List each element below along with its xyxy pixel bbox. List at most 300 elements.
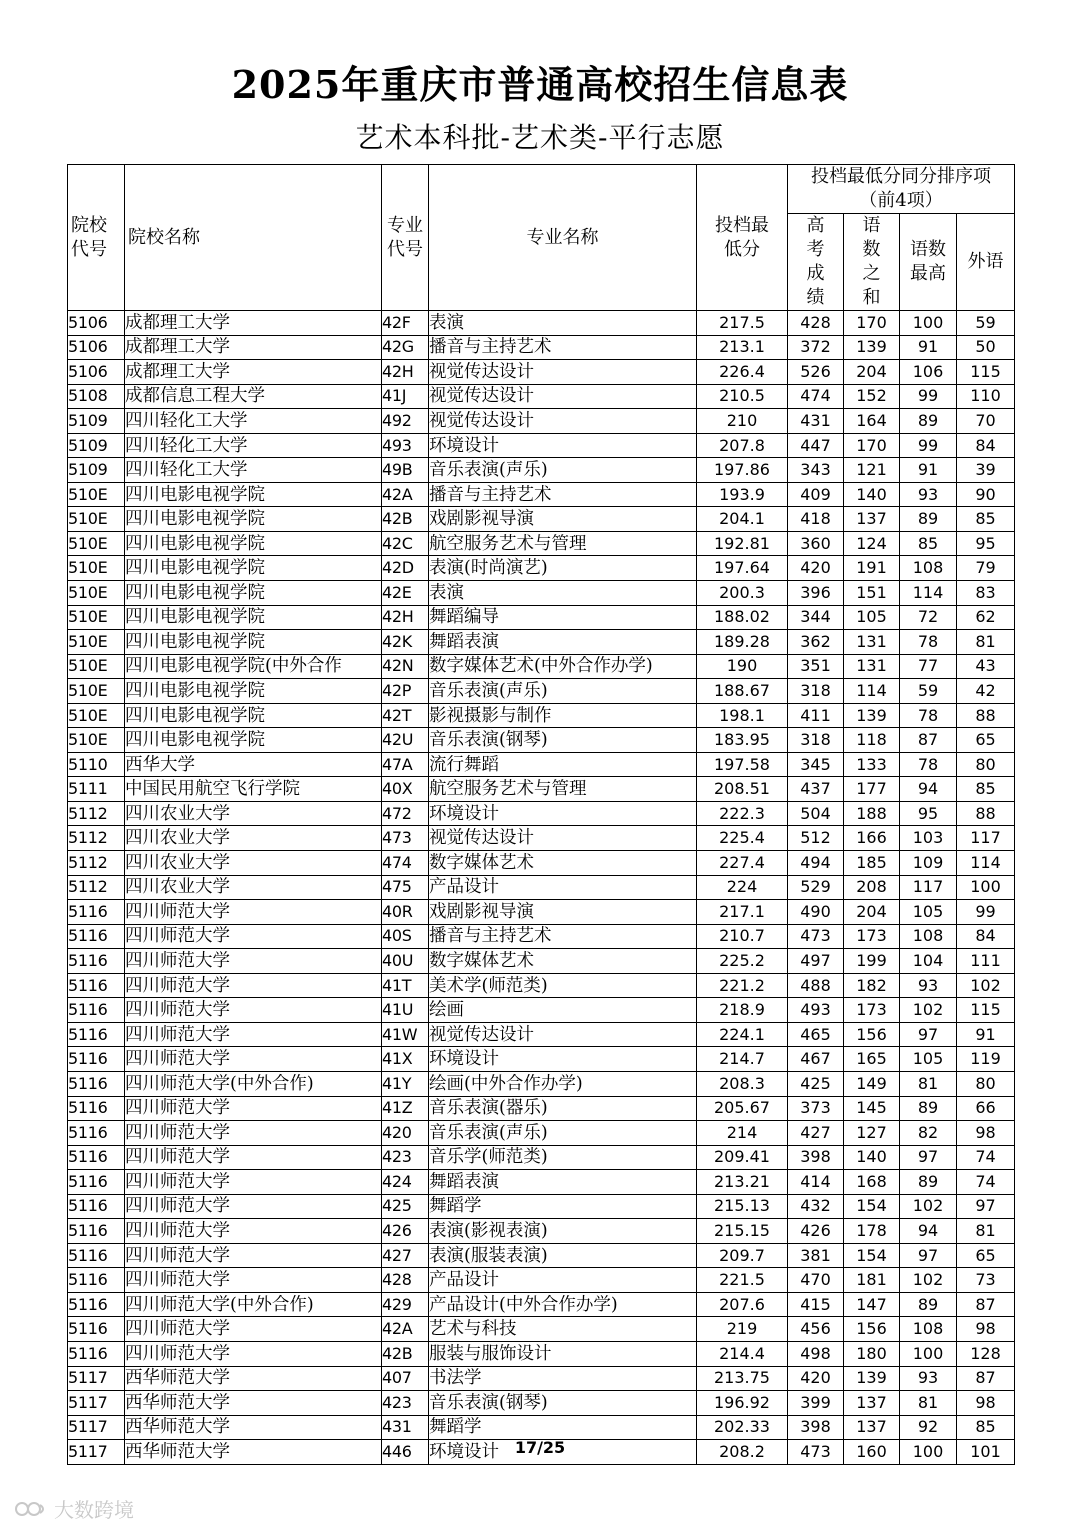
- major-code-cell: 42A: [382, 1317, 429, 1342]
- gaokao-score-cell: 344: [788, 605, 844, 630]
- table-row: [68, 1391, 1015, 1416]
- chn-math-max-cell: 59: [900, 679, 957, 704]
- school-code-cell: 5112: [68, 875, 125, 900]
- school-name-cell: 四川电影电视学院: [125, 531, 382, 556]
- foreign-lang-cell: 65: [957, 728, 1015, 753]
- min-score-cell: 213.1: [697, 335, 788, 360]
- gaokao-score-cell: 467: [788, 1047, 844, 1072]
- major-code-cell: 472: [382, 801, 429, 826]
- school-code-cell: 5116: [68, 1219, 125, 1244]
- table-row: [68, 1047, 1015, 1072]
- school-code-cell: 5116: [68, 1341, 125, 1366]
- chn-math-sum-cell: 173: [844, 924, 900, 949]
- chn-math-sum-cell: 114: [844, 679, 900, 704]
- school-code-cell: 5112: [68, 801, 125, 826]
- chn-math-sum-cell: 137: [844, 1391, 900, 1416]
- foreign-lang-cell: 98: [957, 1317, 1015, 1342]
- school-name-cell: 成都信息工程大学: [125, 384, 382, 409]
- major-code-cell: 475: [382, 875, 429, 900]
- major-name-cell: 音乐表演(声乐): [429, 679, 697, 704]
- school-code-cell: 5116: [68, 1194, 125, 1219]
- chn-math-sum-cell: 170: [844, 311, 900, 336]
- major-code-cell: 427: [382, 1243, 429, 1268]
- chn-math-max-cell: 93: [900, 482, 957, 507]
- chn-math-sum-cell: 131: [844, 654, 900, 679]
- table-row: [68, 1219, 1015, 1244]
- min-score-cell: 215.13: [697, 1194, 788, 1219]
- foreign-lang-cell: 88: [957, 703, 1015, 728]
- chn-math-max-cell: 85: [900, 531, 957, 556]
- major-name-cell: 表演(影视表演): [429, 1219, 697, 1244]
- gaokao-score-cell: 318: [788, 728, 844, 753]
- major-code-cell: 41J: [382, 384, 429, 409]
- min-score-cell: 224.1: [697, 1022, 788, 1047]
- major-code-cell: 40X: [382, 777, 429, 802]
- table-row: [68, 1243, 1015, 1268]
- chn-math-max-cell: 93: [900, 1366, 957, 1391]
- admission-table: [67, 164, 1015, 1465]
- chn-math-max-cell: 81: [900, 1391, 957, 1416]
- school-code-cell: 510E: [68, 679, 125, 704]
- school-name-cell: 四川农业大学: [125, 801, 382, 826]
- major-code-cell: 42B: [382, 1341, 429, 1366]
- min-score-cell: 210.7: [697, 924, 788, 949]
- chn-math-max-cell: 102: [900, 1268, 957, 1293]
- school-name-cell: 成都理工大学: [125, 311, 382, 336]
- gaokao-score-cell: 431: [788, 409, 844, 434]
- chn-math-max-cell: 108: [900, 1317, 957, 1342]
- school-code-cell: 5106: [68, 335, 125, 360]
- table-row: [68, 998, 1015, 1023]
- foreign-lang-cell: 97: [957, 1194, 1015, 1219]
- table-row: [68, 507, 1015, 532]
- major-code-cell: 42P: [382, 679, 429, 704]
- chn-math-max-cell: 92: [900, 1415, 957, 1440]
- chn-math-sum-cell: 204: [844, 900, 900, 925]
- school-name-cell: 四川师范大学: [125, 1317, 382, 1342]
- major-code-cell: 42F: [382, 311, 429, 336]
- min-score-cell: 202.33: [697, 1415, 788, 1440]
- major-name-cell: 书法学: [429, 1366, 697, 1391]
- school-name-cell: 成都理工大学: [125, 335, 382, 360]
- school-code-cell: 5109: [68, 458, 125, 483]
- table-row: [68, 335, 1015, 360]
- table-row: [68, 851, 1015, 876]
- table-row: [68, 654, 1015, 679]
- table-row: [68, 1096, 1015, 1121]
- min-score-cell: 205.67: [697, 1096, 788, 1121]
- gaokao-score-cell: 512: [788, 826, 844, 851]
- gaokao-score-cell: 428: [788, 311, 844, 336]
- chn-math-max-cell: 109: [900, 851, 957, 876]
- major-name-cell: 音乐表演(钢琴): [429, 728, 697, 753]
- table-row: [68, 924, 1015, 949]
- school-name-cell: 四川电影电视学院: [125, 630, 382, 655]
- chn-math-max-cell: 89: [900, 1170, 957, 1195]
- chn-math-max-cell: 99: [900, 384, 957, 409]
- foreign-lang-cell: 84: [957, 924, 1015, 949]
- min-score-cell: 204.1: [697, 507, 788, 532]
- table-row: [68, 1170, 1015, 1195]
- foreign-lang-cell: 87: [957, 1292, 1015, 1317]
- chn-math-sum-cell: 145: [844, 1096, 900, 1121]
- chn-math-max-cell: 78: [900, 703, 957, 728]
- chn-math-max-cell: 97: [900, 1243, 957, 1268]
- major-code-cell: 47A: [382, 752, 429, 777]
- school-code-cell: 510E: [68, 728, 125, 753]
- foreign-lang-cell: 128: [957, 1341, 1015, 1366]
- major-code-cell: 40R: [382, 900, 429, 925]
- school-name-cell: 四川师范大学(中外合作): [125, 1071, 382, 1096]
- school-name-cell: 西华师范大学: [125, 1440, 382, 1465]
- major-code-cell: 424: [382, 1170, 429, 1195]
- foreign-lang-cell: 87: [957, 1366, 1015, 1391]
- major-code-cell: 42G: [382, 335, 429, 360]
- school-code-cell: 5110: [68, 752, 125, 777]
- foreign-lang-cell: 95: [957, 531, 1015, 556]
- major-code-cell: 425: [382, 1194, 429, 1219]
- chn-math-sum-cell: 166: [844, 826, 900, 851]
- major-name-cell: 产品设计(中外合作办学): [429, 1292, 697, 1317]
- gaokao-score-cell: 396: [788, 581, 844, 606]
- major-name-cell: 视觉传达设计: [429, 384, 697, 409]
- school-code-cell: 5116: [68, 1145, 125, 1170]
- major-name-cell: 艺术与科技: [429, 1317, 697, 1342]
- gaokao-score-cell: 488: [788, 973, 844, 998]
- min-score-cell: 193.9: [697, 482, 788, 507]
- major-code-cell: 42A: [382, 482, 429, 507]
- gaokao-score-cell: 437: [788, 777, 844, 802]
- min-score-cell: 217.5: [697, 311, 788, 336]
- school-code-cell: 5116: [68, 1096, 125, 1121]
- chn-math-sum-cell: 137: [844, 507, 900, 532]
- school-code-cell: 5106: [68, 311, 125, 336]
- foreign-lang-cell: 83: [957, 581, 1015, 606]
- gaokao-score-cell: 318: [788, 679, 844, 704]
- school-name-cell: 四川师范大学: [125, 1047, 382, 1072]
- major-name-cell: 绘画: [429, 998, 697, 1023]
- header-school-name: 院校名称: [125, 165, 382, 311]
- major-name-cell: 音乐学(师范类): [429, 1145, 697, 1170]
- school-code-cell: 5116: [68, 1268, 125, 1293]
- major-name-cell: 环境设计: [429, 433, 697, 458]
- foreign-lang-cell: 99: [957, 900, 1015, 925]
- school-code-cell: 5112: [68, 851, 125, 876]
- major-code-cell: 431: [382, 1415, 429, 1440]
- chn-math-sum-cell: 152: [844, 384, 900, 409]
- major-name-cell: 数字媒体艺术: [429, 949, 697, 974]
- min-score-cell: 200.3: [697, 581, 788, 606]
- table-row: [68, 1145, 1015, 1170]
- major-code-cell: 407: [382, 1366, 429, 1391]
- gaokao-score-cell: 362: [788, 630, 844, 655]
- chn-math-max-cell: 89: [900, 1096, 957, 1121]
- table-row: [68, 801, 1015, 826]
- foreign-lang-cell: 98: [957, 1391, 1015, 1416]
- gaokao-score-cell: 529: [788, 875, 844, 900]
- chn-math-sum-cell: 151: [844, 581, 900, 606]
- major-name-cell: 音乐表演(声乐): [429, 1121, 697, 1146]
- school-name-cell: 四川师范大学(中外合作): [125, 1292, 382, 1317]
- major-name-cell: 产品设计: [429, 1268, 697, 1293]
- chn-math-sum-cell: 160: [844, 1440, 900, 1465]
- major-name-cell: 服装与服饰设计: [429, 1341, 697, 1366]
- chn-math-sum-cell: 149: [844, 1071, 900, 1096]
- school-name-cell: 四川师范大学: [125, 1194, 382, 1219]
- foreign-lang-cell: 110: [957, 384, 1015, 409]
- gaokao-score-cell: 381: [788, 1243, 844, 1268]
- table-row: [68, 973, 1015, 998]
- foreign-lang-cell: 90: [957, 482, 1015, 507]
- chn-math-sum-cell: 199: [844, 949, 900, 974]
- min-score-cell: 197.58: [697, 752, 788, 777]
- major-name-cell: 舞蹈编导: [429, 605, 697, 630]
- school-name-cell: 四川师范大学: [125, 998, 382, 1023]
- chn-math-max-cell: 72: [900, 605, 957, 630]
- foreign-lang-cell: 79: [957, 556, 1015, 581]
- major-code-cell: 42H: [382, 360, 429, 385]
- school-name-cell: 四川师范大学: [125, 900, 382, 925]
- major-code-cell: 40U: [382, 949, 429, 974]
- gaokao-score-cell: 456: [788, 1317, 844, 1342]
- min-score-cell: 209.41: [697, 1145, 788, 1170]
- school-name-cell: 四川轻化工大学: [125, 409, 382, 434]
- school-code-cell: 5116: [68, 1047, 125, 1072]
- chn-math-sum-cell: 181: [844, 1268, 900, 1293]
- chn-math-max-cell: 114: [900, 581, 957, 606]
- major-code-cell: 493: [382, 433, 429, 458]
- major-name-cell: 播音与主持艺术: [429, 924, 697, 949]
- school-name-cell: 四川电影电视学院: [125, 605, 382, 630]
- major-code-cell: 41U: [382, 998, 429, 1023]
- chn-math-max-cell: 105: [900, 900, 957, 925]
- table-row: [68, 777, 1015, 802]
- min-score-cell: 210.5: [697, 384, 788, 409]
- major-name-cell: 音乐表演(器乐): [429, 1096, 697, 1121]
- header-major-code: 专业代号: [382, 165, 429, 311]
- table-row: [68, 703, 1015, 728]
- table-row: [68, 1415, 1015, 1440]
- chn-math-max-cell: 89: [900, 409, 957, 434]
- major-name-cell: 环境设计: [429, 1047, 697, 1072]
- page-title: 2025年重庆市普通高校招生信息表: [231, 62, 849, 107]
- gaokao-score-cell: 474: [788, 384, 844, 409]
- chn-math-max-cell: 77: [900, 654, 957, 679]
- min-score-cell: 210: [697, 409, 788, 434]
- school-code-cell: 5117: [68, 1391, 125, 1416]
- header-tiebreak-group: 投档最低分同分排序项（前4项）: [788, 165, 1015, 214]
- school-name-cell: 四川电影电视学院: [125, 679, 382, 704]
- major-code-cell: 42K: [382, 630, 429, 655]
- major-code-cell: 420: [382, 1121, 429, 1146]
- school-name-cell: 成都理工大学: [125, 360, 382, 385]
- major-name-cell: 视觉传达设计: [429, 826, 697, 851]
- chn-math-sum-cell: 147: [844, 1292, 900, 1317]
- table-row: [68, 1071, 1015, 1096]
- table-row: [68, 1341, 1015, 1366]
- school-name-cell: 四川师范大学: [125, 1341, 382, 1366]
- chn-math-max-cell: 105: [900, 1047, 957, 1072]
- chn-math-max-cell: 108: [900, 924, 957, 949]
- school-code-cell: 510E: [68, 482, 125, 507]
- gaokao-score-cell: 465: [788, 1022, 844, 1047]
- school-code-cell: 5116: [68, 1170, 125, 1195]
- table-row: [68, 581, 1015, 606]
- chn-math-max-cell: 82: [900, 1121, 957, 1146]
- foreign-lang-cell: 74: [957, 1145, 1015, 1170]
- major-name-cell: 表演: [429, 581, 697, 606]
- gaokao-score-cell: 420: [788, 1366, 844, 1391]
- major-name-cell: 表演(时尚演艺): [429, 556, 697, 581]
- major-code-cell: 42N: [382, 654, 429, 679]
- major-code-cell: 428: [382, 1268, 429, 1293]
- major-name-cell: 绘画(中外合作办学): [429, 1071, 697, 1096]
- major-name-cell: 航空服务艺术与管理: [429, 777, 697, 802]
- major-name-cell: 表演: [429, 311, 697, 336]
- chn-math-max-cell: 106: [900, 360, 957, 385]
- min-score-cell: 222.3: [697, 801, 788, 826]
- watermark-text: 大数跨境: [54, 1498, 134, 1522]
- foreign-lang-cell: 115: [957, 360, 1015, 385]
- school-name-cell: 四川师范大学: [125, 1268, 382, 1293]
- table-row: [68, 360, 1015, 385]
- school-code-cell: 5116: [68, 1071, 125, 1096]
- school-code-cell: 5116: [68, 924, 125, 949]
- chn-math-max-cell: 100: [900, 1341, 957, 1366]
- min-score-cell: 190: [697, 654, 788, 679]
- min-score-cell: 219: [697, 1317, 788, 1342]
- foreign-lang-cell: 98: [957, 1121, 1015, 1146]
- school-code-cell: 5116: [68, 949, 125, 974]
- major-name-cell: 视觉传达设计: [429, 1022, 697, 1047]
- school-code-cell: 5116: [68, 1317, 125, 1342]
- chn-math-sum-cell: 139: [844, 703, 900, 728]
- major-code-cell: 42C: [382, 531, 429, 556]
- header-major-name: 专业名称: [429, 165, 697, 311]
- chn-math-max-cell: 91: [900, 458, 957, 483]
- min-score-cell: 225.4: [697, 826, 788, 851]
- major-name-cell: 产品设计: [429, 875, 697, 900]
- chn-math-sum-cell: 180: [844, 1341, 900, 1366]
- chn-math-sum-cell: 191: [844, 556, 900, 581]
- school-name-cell: 四川轻化工大学: [125, 433, 382, 458]
- chn-math-sum-cell: 164: [844, 409, 900, 434]
- chn-math-max-cell: 97: [900, 1145, 957, 1170]
- gaokao-score-cell: 432: [788, 1194, 844, 1219]
- watermark-logo-icon: [14, 1499, 48, 1519]
- chn-math-sum-cell: 170: [844, 433, 900, 458]
- foreign-lang-cell: 102: [957, 973, 1015, 998]
- gaokao-score-cell: 398: [788, 1145, 844, 1170]
- major-name-cell: 音乐表演(声乐): [429, 458, 697, 483]
- school-name-cell: 四川电影电视学院: [125, 507, 382, 532]
- chn-math-max-cell: 117: [900, 875, 957, 900]
- foreign-lang-cell: 81: [957, 630, 1015, 655]
- major-code-cell: 423: [382, 1145, 429, 1170]
- school-name-cell: 四川电影电视学院: [125, 581, 382, 606]
- min-score-cell: 192.81: [697, 531, 788, 556]
- min-score-cell: 198.1: [697, 703, 788, 728]
- major-code-cell: 446: [382, 1440, 429, 1465]
- school-code-cell: 5108: [68, 384, 125, 409]
- major-name-cell: 舞蹈表演: [429, 630, 697, 655]
- major-name-cell: 表演(服装表演): [429, 1243, 697, 1268]
- chn-math-sum-cell: 168: [844, 1170, 900, 1195]
- chn-math-max-cell: 104: [900, 949, 957, 974]
- gaokao-score-cell: 490: [788, 900, 844, 925]
- gaokao-score-cell: 473: [788, 924, 844, 949]
- foreign-lang-cell: 91: [957, 1022, 1015, 1047]
- watermark: [14, 1494, 134, 1523]
- major-name-cell: 影视摄影与制作: [429, 703, 697, 728]
- min-score-cell: 227.4: [697, 851, 788, 876]
- gaokao-score-cell: 473: [788, 1440, 844, 1465]
- major-name-cell: 数字媒体艺术(中外合作办学): [429, 654, 697, 679]
- gaokao-score-cell: 470: [788, 1268, 844, 1293]
- school-name-cell: 四川电影电视学院(中外合作: [125, 654, 382, 679]
- min-score-cell: 213.75: [697, 1366, 788, 1391]
- major-name-cell: 舞蹈学: [429, 1194, 697, 1219]
- chn-math-sum-cell: 182: [844, 973, 900, 998]
- foreign-lang-cell: 80: [957, 752, 1015, 777]
- chn-math-max-cell: 93: [900, 973, 957, 998]
- major-name-cell: 流行舞蹈: [429, 752, 697, 777]
- gaokao-score-cell: 425: [788, 1071, 844, 1096]
- gaokao-score-cell: 399: [788, 1391, 844, 1416]
- chn-math-sum-cell: 140: [844, 482, 900, 507]
- min-score-cell: 209.7: [697, 1243, 788, 1268]
- school-code-cell: 510E: [68, 654, 125, 679]
- major-code-cell: 42T: [382, 703, 429, 728]
- page-subtitle: 艺术本科批-艺术类-平行志愿: [355, 121, 725, 154]
- min-score-cell: 208.3: [697, 1071, 788, 1096]
- foreign-lang-cell: 117: [957, 826, 1015, 851]
- min-score-cell: 207.6: [697, 1292, 788, 1317]
- table-row: [68, 311, 1015, 336]
- chn-math-sum-cell: 165: [844, 1047, 900, 1072]
- gaokao-score-cell: 398: [788, 1415, 844, 1440]
- gaokao-score-cell: 343: [788, 458, 844, 483]
- school-name-cell: 四川师范大学: [125, 1145, 382, 1170]
- school-code-cell: 510E: [68, 630, 125, 655]
- chn-math-max-cell: 78: [900, 752, 957, 777]
- gaokao-score-cell: 494: [788, 851, 844, 876]
- table-row: [68, 630, 1015, 655]
- table-row: [68, 1292, 1015, 1317]
- table-row: [68, 409, 1015, 434]
- table-row: [68, 1366, 1015, 1391]
- foreign-lang-cell: 84: [957, 433, 1015, 458]
- table-row: [68, 556, 1015, 581]
- school-code-cell: 5116: [68, 1121, 125, 1146]
- major-name-cell: 航空服务艺术与管理: [429, 531, 697, 556]
- table-row: [68, 605, 1015, 630]
- major-code-cell: 426: [382, 1219, 429, 1244]
- chn-math-sum-cell: 204: [844, 360, 900, 385]
- chn-math-max-cell: 100: [900, 1440, 957, 1465]
- chn-math-sum-cell: 156: [844, 1317, 900, 1342]
- chn-math-sum-cell: 178: [844, 1219, 900, 1244]
- major-name-cell: 视觉传达设计: [429, 409, 697, 434]
- min-score-cell: 197.64: [697, 556, 788, 581]
- chn-math-max-cell: 89: [900, 507, 957, 532]
- min-score-cell: 221.5: [697, 1268, 788, 1293]
- min-score-cell: 225.2: [697, 949, 788, 974]
- foreign-lang-cell: 62: [957, 605, 1015, 630]
- foreign-lang-cell: 119: [957, 1047, 1015, 1072]
- major-code-cell: 492: [382, 409, 429, 434]
- major-name-cell: 美术学(师范类): [429, 973, 697, 998]
